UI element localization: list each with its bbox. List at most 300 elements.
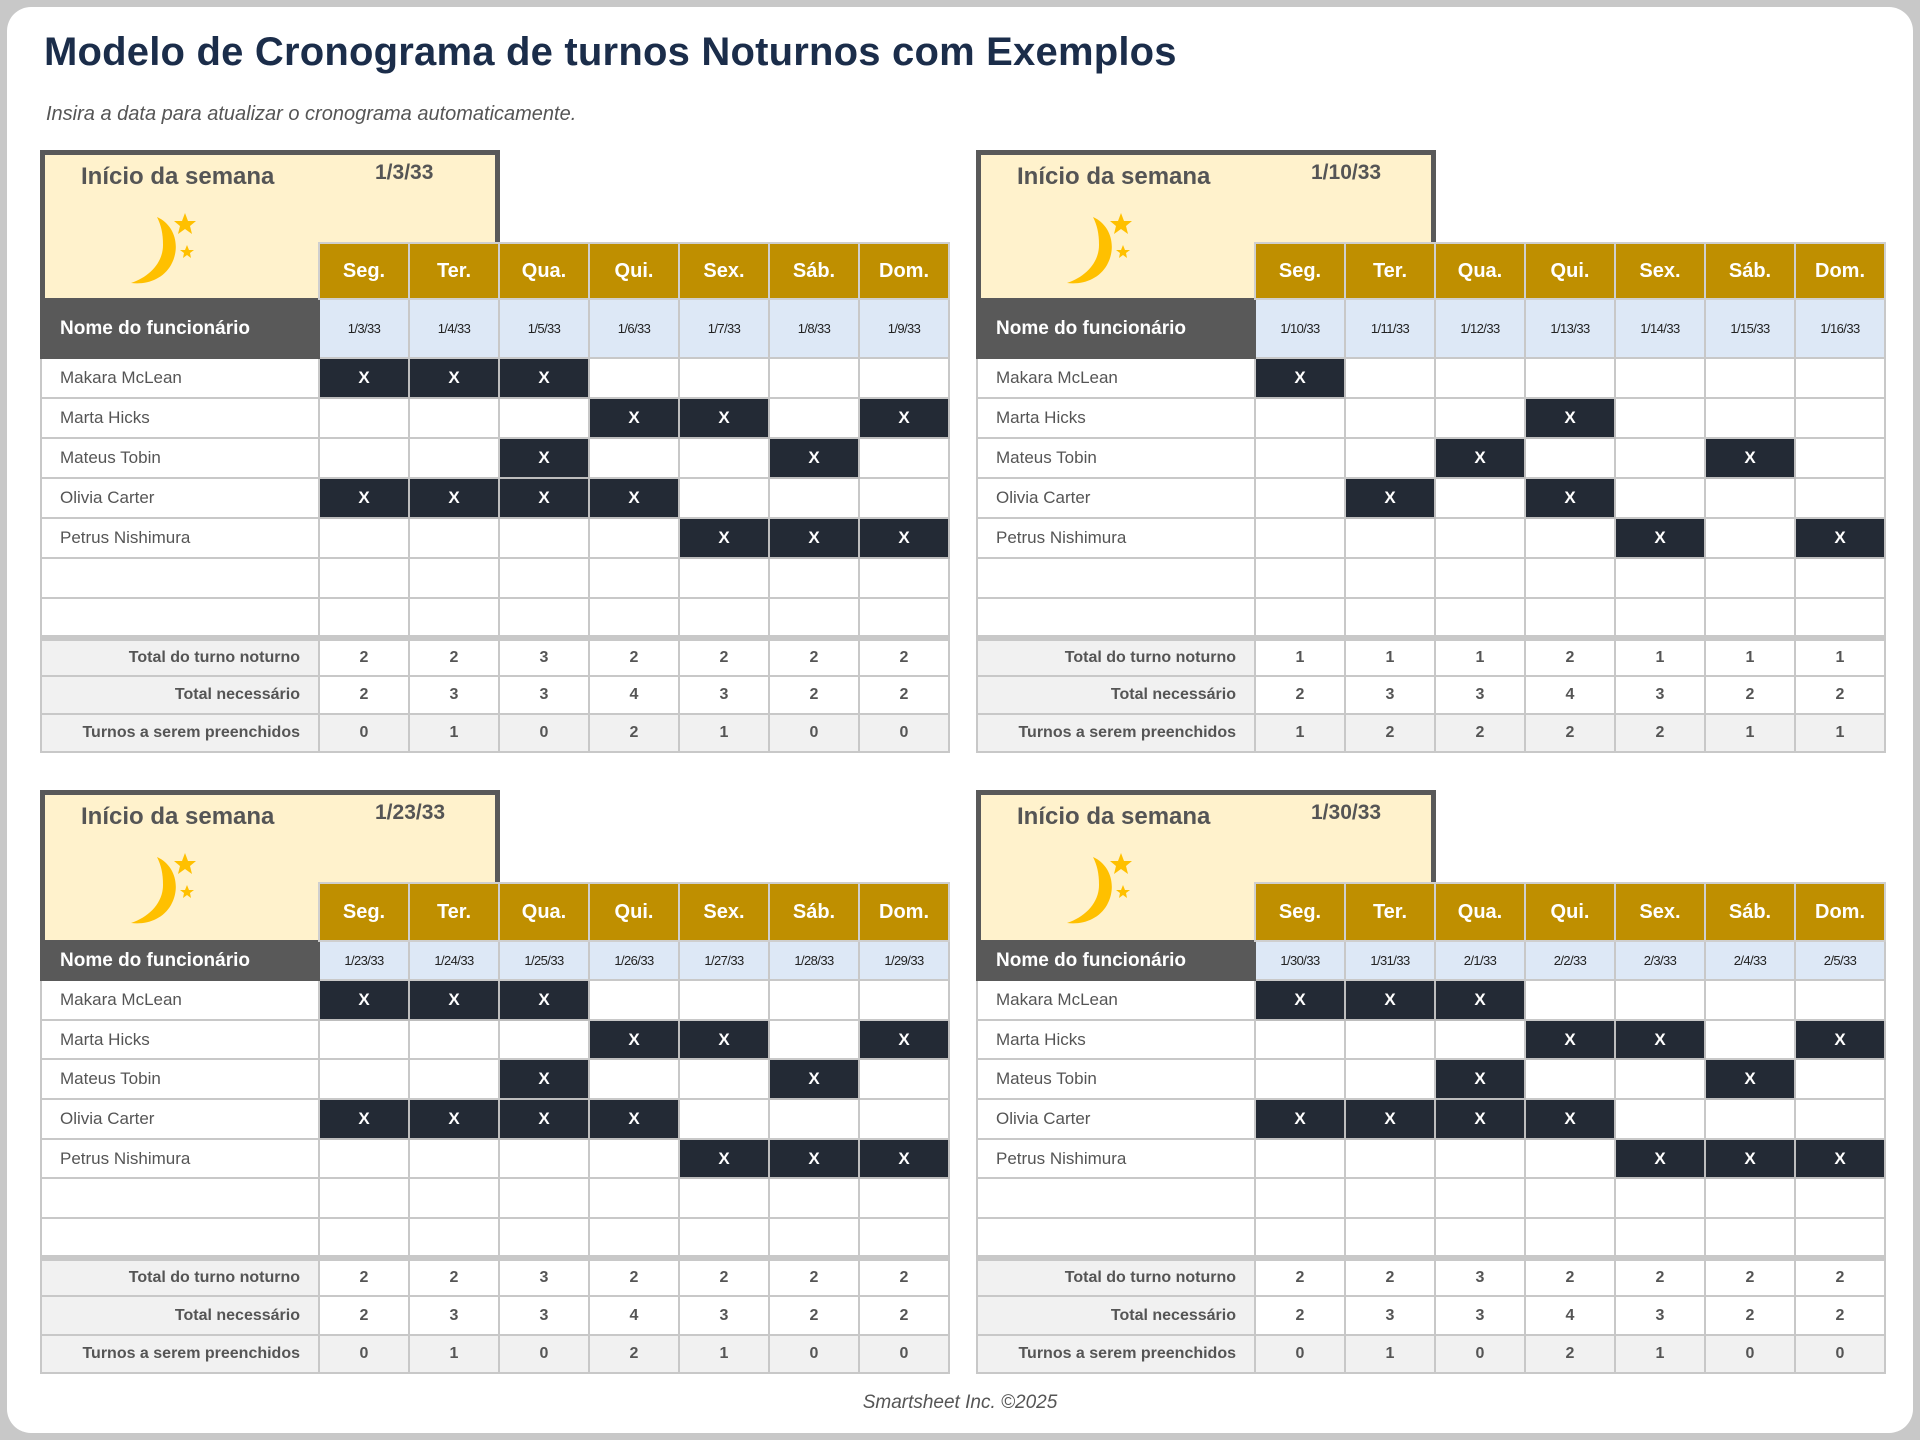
shift-cell-empty[interactable] (679, 1059, 769, 1099)
total-required-row-value[interactable]: 2 (1705, 676, 1795, 714)
shift-cell-empty[interactable] (679, 358, 769, 398)
shift-cell-assigned[interactable]: X (1525, 398, 1615, 438)
shift-cell-empty[interactable] (1615, 1178, 1705, 1218)
total-required-row-value[interactable]: 2 (1705, 1296, 1795, 1335)
employee-row (41, 1059, 949, 1099)
shift-cell-empty[interactable] (319, 1020, 409, 1060)
employee-name[interactable]: Marta Hicks (41, 398, 319, 438)
employee-name[interactable] (41, 1218, 319, 1258)
date-cell: 1/7/33 (679, 299, 769, 358)
shift-cell-assigned[interactable]: X (589, 1020, 679, 1060)
shift-cell-empty[interactable] (1705, 1218, 1795, 1258)
shift-cell-assigned[interactable]: X (769, 1059, 859, 1099)
shift-cell-empty[interactable] (859, 358, 949, 398)
total-required-row-value[interactable]: 3 (1615, 1296, 1705, 1335)
shift-cell-empty[interactable] (1705, 980, 1795, 1020)
shift-cell-empty[interactable] (499, 398, 589, 438)
shift-cell-empty[interactable] (1525, 518, 1615, 558)
shift-cell-empty[interactable] (1525, 598, 1615, 638)
shift-cell-empty[interactable] (1435, 1020, 1525, 1060)
week-start-date[interactable]: 1/30/33 (1311, 801, 1382, 824)
date-cell: 1/6/33 (589, 299, 679, 358)
shift-cell-empty[interactable] (1435, 358, 1525, 398)
shift-cell-empty[interactable] (859, 438, 949, 478)
shift-cell-empty[interactable] (589, 518, 679, 558)
shift-cell-empty[interactable] (769, 1218, 859, 1258)
employee-name[interactable] (41, 558, 319, 598)
day-header-3: Qua. (1435, 883, 1525, 941)
shift-grid (40, 242, 950, 753)
shift-cell-empty[interactable] (1705, 478, 1795, 518)
shift-cell-empty[interactable] (589, 598, 679, 638)
page-title: Modelo de Cronograma de turnos Noturnos com Exemplos (44, 30, 1177, 74)
shift-cell-assigned[interactable]: X (409, 980, 499, 1020)
employee-name[interactable]: Olivia Carter (41, 478, 319, 518)
shifts-to-fill-row-value: 2 (1345, 714, 1435, 752)
shift-cell-assigned[interactable]: X (1345, 980, 1435, 1020)
shift-cell-empty[interactable] (499, 1139, 589, 1179)
shift-cell-empty[interactable] (1795, 1178, 1885, 1218)
employee-name[interactable]: Marta Hicks (977, 398, 1255, 438)
shift-cell-empty[interactable] (319, 1218, 409, 1258)
total-required-row-value[interactable]: 2 (1795, 676, 1885, 714)
total-required-row-value[interactable]: 2 (319, 1296, 409, 1335)
shift-cell-empty[interactable] (1525, 438, 1615, 478)
shift-cell-assigned[interactable]: X (1525, 1099, 1615, 1139)
shift-cell-empty[interactable] (859, 478, 949, 518)
shift-cell-empty[interactable] (1345, 1218, 1435, 1258)
shift-cell-empty[interactable] (1705, 1099, 1795, 1139)
shift-cell-empty[interactable] (409, 1218, 499, 1258)
total-night-row-value: 2 (1345, 1258, 1435, 1297)
shifts-to-fill-row-value: 0 (859, 714, 949, 752)
shift-cell-assigned[interactable]: X (1705, 1059, 1795, 1099)
shift-cell-empty[interactable] (1435, 478, 1525, 518)
shift-cell-assigned[interactable]: X (1435, 980, 1525, 1020)
shift-cell-empty[interactable] (1435, 1139, 1525, 1179)
shift-cell-empty[interactable] (589, 1218, 679, 1258)
total-required-row-value[interactable]: 2 (769, 676, 859, 714)
total-required-row-value[interactable]: 3 (1435, 1296, 1525, 1335)
total-required-row-value[interactable]: 3 (409, 676, 499, 714)
shift-cell-empty[interactable] (1525, 1059, 1615, 1099)
total-required-row-value[interactable]: 3 (1615, 676, 1705, 714)
shifts-to-fill-row-value: 1 (1795, 714, 1885, 752)
employee-row (977, 1139, 1885, 1179)
employee-name[interactable]: Makara McLean (977, 358, 1255, 398)
shift-cell-empty[interactable] (499, 558, 589, 598)
blank-cell (41, 883, 319, 941)
shift-cell-empty[interactable] (1345, 438, 1435, 478)
shift-cell-assigned[interactable]: X (1255, 980, 1345, 1020)
employee-row (41, 980, 949, 1020)
total-required-row-value[interactable]: 2 (319, 676, 409, 714)
shift-cell-empty[interactable] (859, 1178, 949, 1218)
shift-cell-empty[interactable] (769, 398, 859, 438)
shift-cell-assigned[interactable]: X (499, 478, 589, 518)
shift-cell-empty[interactable] (319, 438, 409, 478)
total-required-row-value[interactable]: 2 (1795, 1296, 1885, 1335)
shift-cell-empty[interactable] (1345, 1178, 1435, 1218)
shift-cell-empty[interactable] (1525, 558, 1615, 598)
shift-cell-empty[interactable] (589, 1178, 679, 1218)
shift-cell-assigned[interactable]: X (769, 1139, 859, 1179)
employee-name[interactable]: Petrus Nishimura (41, 518, 319, 558)
shift-cell-empty[interactable] (319, 558, 409, 598)
shift-cell-empty[interactable] (1795, 438, 1885, 478)
employee-name[interactable] (977, 1218, 1255, 1258)
total-required-row-value[interactable]: 2 (859, 1296, 949, 1335)
shift-cell-empty[interactable] (1705, 358, 1795, 398)
shift-cell-empty[interactable] (1525, 1139, 1615, 1179)
shift-cell-empty[interactable] (1795, 1059, 1885, 1099)
shift-cell-empty[interactable] (1615, 558, 1705, 598)
shift-cell-empty[interactable] (409, 518, 499, 558)
shift-cell-empty[interactable] (1795, 1218, 1885, 1258)
shift-cell-assigned[interactable]: X (679, 518, 769, 558)
total-required-row-value[interactable]: 2 (1255, 676, 1345, 714)
shift-cell-empty[interactable] (1705, 1020, 1795, 1060)
shift-cell-empty[interactable] (1525, 1218, 1615, 1258)
shift-cell-empty[interactable] (769, 478, 859, 518)
date-cell: 1/9/33 (859, 299, 949, 358)
shift-cell-empty[interactable] (1345, 1139, 1435, 1179)
shift-cell-assigned[interactable]: X (679, 398, 769, 438)
total-required-row-value[interactable]: 3 (1345, 676, 1435, 714)
total-night-row-value: 2 (319, 638, 409, 676)
shift-cell-empty[interactable] (319, 598, 409, 638)
shift-cell-assigned[interactable]: X (1435, 438, 1525, 478)
shift-cell-empty[interactable] (1345, 398, 1435, 438)
shift-cell-empty[interactable] (1525, 358, 1615, 398)
shift-cell-assigned[interactable]: X (319, 358, 409, 398)
shift-cell-assigned[interactable]: X (499, 358, 589, 398)
shifts-to-fill-row-label: Turnos a serem preenchidos (977, 714, 1255, 752)
shift-cell-empty[interactable] (1255, 1218, 1345, 1258)
shift-cell-empty[interactable] (1795, 398, 1885, 438)
shift-cell-empty[interactable] (1435, 598, 1525, 638)
shift-cell-empty[interactable] (1705, 598, 1795, 638)
employee-row (41, 1139, 949, 1179)
shifts-to-fill-row-value: 0 (319, 714, 409, 752)
shift-cell-empty[interactable] (499, 1218, 589, 1258)
employee-name-header: Nome do funcionário (977, 299, 1255, 358)
employee-name[interactable]: Makara McLean (41, 358, 319, 398)
shift-cell-assigned[interactable]: X (1615, 1020, 1705, 1060)
shifts-to-fill-row (977, 1335, 1885, 1374)
shift-cell-empty[interactable] (1795, 358, 1885, 398)
total-required-row-value[interactable]: 3 (409, 1296, 499, 1335)
employee-name[interactable] (977, 598, 1255, 638)
shift-cell-assigned[interactable]: X (409, 358, 499, 398)
shift-cell-empty[interactable] (1615, 980, 1705, 1020)
shift-cell-empty[interactable] (859, 558, 949, 598)
shift-cell-empty[interactable] (1345, 598, 1435, 638)
shift-cell-empty[interactable] (1795, 478, 1885, 518)
shift-cell-empty[interactable] (589, 558, 679, 598)
shift-cell-empty[interactable] (499, 1178, 589, 1218)
total-night-row-value: 3 (499, 1258, 589, 1297)
shift-cell-empty[interactable] (769, 1020, 859, 1060)
employee-name[interactable] (977, 558, 1255, 598)
shift-cell-empty[interactable] (859, 980, 949, 1020)
shift-cell-empty[interactable] (1345, 1059, 1435, 1099)
shift-cell-empty[interactable] (769, 358, 859, 398)
shift-cell-empty[interactable] (859, 1218, 949, 1258)
shift-cell-assigned[interactable]: X (1435, 1099, 1525, 1139)
date-cell: 1/23/33 (319, 941, 409, 980)
total-required-row-value[interactable]: 3 (679, 676, 769, 714)
shift-cell-empty[interactable] (409, 598, 499, 638)
shift-cell-empty[interactable] (1705, 558, 1795, 598)
employee-name[interactable] (41, 598, 319, 638)
total-required-row-value[interactable]: 4 (589, 1296, 679, 1335)
total-night-row-label: Total do turno noturno (977, 638, 1255, 676)
shift-cell-empty[interactable] (409, 558, 499, 598)
shift-cell-empty[interactable] (1345, 1020, 1435, 1060)
shift-cell-assigned[interactable]: X (589, 398, 679, 438)
total-required-row-value[interactable]: 2 (859, 676, 949, 714)
shift-cell-empty[interactable] (859, 1099, 949, 1139)
shifts-to-fill-row (41, 714, 949, 752)
shift-cell-empty[interactable] (1435, 1218, 1525, 1258)
shift-cell-empty[interactable] (679, 980, 769, 1020)
shift-cell-empty[interactable] (1435, 518, 1525, 558)
shift-cell-assigned[interactable]: X (499, 1099, 589, 1139)
total-required-row-value[interactable]: 4 (589, 676, 679, 714)
shift-cell-empty[interactable] (319, 398, 409, 438)
shift-cell-empty[interactable] (589, 438, 679, 478)
total-required-row-value[interactable]: 4 (1525, 1296, 1615, 1335)
day-header-5: Sex. (1615, 243, 1705, 299)
shift-cell-empty[interactable] (1705, 398, 1795, 438)
shift-cell-empty[interactable] (1345, 358, 1435, 398)
shift-cell-empty[interactable] (1255, 598, 1345, 638)
shift-cell-empty[interactable] (1795, 598, 1885, 638)
shift-cell-assigned[interactable]: X (769, 438, 859, 478)
shift-cell-empty[interactable] (679, 1099, 769, 1139)
shift-cell-assigned[interactable]: X (1345, 1099, 1435, 1139)
shift-cell-empty[interactable] (679, 478, 769, 518)
shift-cell-assigned[interactable]: X (499, 980, 589, 1020)
shift-cell-empty[interactable] (1615, 438, 1705, 478)
shift-cell-assigned[interactable]: X (319, 1099, 409, 1139)
employee-name[interactable]: Petrus Nishimura (977, 518, 1255, 558)
employee-name[interactable] (41, 1178, 319, 1218)
shift-cell-empty[interactable] (409, 1059, 499, 1099)
shift-cell-empty[interactable] (1795, 558, 1885, 598)
shift-cell-assigned[interactable]: X (319, 980, 409, 1020)
total-required-row-value[interactable]: 2 (769, 1296, 859, 1335)
shift-cell-assigned[interactable]: X (319, 478, 409, 518)
shift-cell-assigned[interactable]: X (859, 1139, 949, 1179)
shifts-to-fill-row-value: 0 (499, 714, 589, 752)
shift-cell-empty[interactable] (1615, 478, 1705, 518)
total-required-row-value[interactable]: 3 (499, 1296, 589, 1335)
shift-cell-empty[interactable] (1705, 518, 1795, 558)
shift-cell-empty[interactable] (1705, 1178, 1795, 1218)
employee-name[interactable]: Mateus Tobin (41, 438, 319, 478)
employee-row (977, 1218, 1885, 1258)
shift-cell-assigned[interactable]: X (1615, 1139, 1705, 1179)
shift-cell-empty[interactable] (859, 1059, 949, 1099)
shift-cell-empty[interactable] (769, 980, 859, 1020)
shift-cell-assigned[interactable]: X (499, 438, 589, 478)
employee-name[interactable]: Marta Hicks (41, 1020, 319, 1060)
total-required-row-value[interactable]: 3 (1345, 1296, 1435, 1335)
employee-name[interactable]: Marta Hicks (977, 1020, 1255, 1060)
employee-name[interactable]: Olivia Carter (41, 1099, 319, 1139)
total-required-row-value[interactable]: 4 (1525, 676, 1615, 714)
date-cell: 1/3/33 (319, 299, 409, 358)
shift-cell-assigned[interactable]: X (859, 398, 949, 438)
shift-cell-empty[interactable] (679, 558, 769, 598)
employee-name[interactable]: Makara McLean (41, 980, 319, 1020)
shift-cell-empty[interactable] (769, 558, 859, 598)
shift-cell-empty[interactable] (1615, 1218, 1705, 1258)
shift-cell-empty[interactable] (409, 1020, 499, 1060)
shift-cell-empty[interactable] (1255, 558, 1345, 598)
shift-cell-assigned[interactable]: X (589, 1099, 679, 1139)
shift-cell-empty[interactable] (679, 438, 769, 478)
shift-cell-assigned[interactable]: X (1525, 478, 1615, 518)
shift-cell-assigned[interactable]: X (1705, 438, 1795, 478)
shift-cell-assigned[interactable]: X (1525, 1020, 1615, 1060)
shift-cell-empty[interactable] (319, 1178, 409, 1218)
employee-name[interactable]: Petrus Nishimura (41, 1139, 319, 1179)
total-night-row-value: 2 (1615, 1258, 1705, 1297)
shift-cell-empty[interactable] (319, 1139, 409, 1179)
shift-cell-assigned[interactable]: X (1795, 1020, 1885, 1060)
date-cell: 1/28/33 (769, 941, 859, 980)
date-row (977, 299, 1885, 358)
shift-cell-empty[interactable] (1255, 518, 1345, 558)
employee-name[interactable]: Mateus Tobin (41, 1059, 319, 1099)
shift-cell-empty[interactable] (769, 598, 859, 638)
shift-cell-empty[interactable] (1435, 558, 1525, 598)
shift-cell-empty[interactable] (1345, 558, 1435, 598)
shift-cell-empty[interactable] (1345, 518, 1435, 558)
shift-cell-assigned[interactable]: X (1615, 518, 1705, 558)
total-required-row-value[interactable]: 2 (1255, 1296, 1345, 1335)
shift-cell-assigned[interactable]: X (1435, 1059, 1525, 1099)
employee-row (977, 1059, 1885, 1099)
shift-cell-empty[interactable] (409, 1139, 499, 1179)
total-required-row-value[interactable]: 3 (499, 676, 589, 714)
total-required-row-value[interactable]: 3 (1435, 676, 1525, 714)
total-required-row-value[interactable]: 3 (679, 1296, 769, 1335)
shift-cell-empty[interactable] (1525, 980, 1615, 1020)
day-header-1: Seg. (319, 243, 409, 299)
shift-cell-empty[interactable] (1255, 438, 1345, 478)
shift-cell-empty[interactable] (1435, 1178, 1525, 1218)
shift-cell-empty[interactable] (409, 438, 499, 478)
shift-cell-empty[interactable] (589, 1139, 679, 1179)
shift-cell-assigned[interactable]: X (499, 1059, 589, 1099)
employee-name[interactable]: Makara McLean (977, 980, 1255, 1020)
shift-cell-assigned[interactable]: X (769, 518, 859, 558)
employee-name[interactable]: Olivia Carter (977, 1099, 1255, 1139)
shift-cell-assigned[interactable]: X (679, 1020, 769, 1060)
shift-cell-assigned[interactable]: X (1345, 478, 1435, 518)
total-required-row-label: Total necessário (41, 1296, 319, 1335)
total-night-row-label: Total do turno noturno (41, 638, 319, 676)
shift-cell-empty[interactable] (1255, 1178, 1345, 1218)
shift-cell-empty[interactable] (1255, 1059, 1345, 1099)
employee-name[interactable]: Olivia Carter (977, 478, 1255, 518)
employee-name[interactable]: Mateus Tobin (977, 438, 1255, 478)
shift-cell-empty[interactable] (319, 1059, 409, 1099)
shift-cell-assigned[interactable]: X (1705, 1139, 1795, 1179)
shift-cell-empty[interactable] (679, 598, 769, 638)
shift-cell-empty[interactable] (1435, 398, 1525, 438)
shift-cell-empty[interactable] (1615, 358, 1705, 398)
shift-cell-assigned[interactable]: X (1795, 518, 1885, 558)
shift-cell-empty[interactable] (1795, 1099, 1885, 1139)
shift-cell-assigned[interactable]: X (1795, 1139, 1885, 1179)
employee-name[interactable] (977, 1178, 1255, 1218)
shift-cell-empty[interactable] (589, 1059, 679, 1099)
shift-cell-empty[interactable] (409, 1178, 499, 1218)
shift-cell-empty[interactable] (1615, 398, 1705, 438)
shifts-to-fill-row (977, 714, 1885, 752)
shift-cell-empty[interactable] (1255, 1139, 1345, 1179)
day-header-2: Ter. (409, 243, 499, 299)
shift-cell-empty[interactable] (679, 1178, 769, 1218)
shift-grid (976, 242, 1886, 753)
shift-cell-empty[interactable] (1255, 1020, 1345, 1060)
week-start-date[interactable]: 1/23/33 (375, 801, 446, 824)
shift-cell-assigned[interactable]: X (1255, 358, 1345, 398)
shift-cell-empty[interactable] (1255, 398, 1345, 438)
date-cell: 2/1/33 (1435, 941, 1525, 980)
employee-row (977, 1178, 1885, 1218)
employee-name[interactable]: Mateus Tobin (977, 1059, 1255, 1099)
footer-copyright: Smartsheet Inc. ©2025 (862, 1392, 1058, 1413)
shift-cell-assigned[interactable]: X (589, 478, 679, 518)
shift-cell-empty[interactable] (1615, 1059, 1705, 1099)
shift-cell-empty[interactable] (589, 980, 679, 1020)
shift-cell-assigned[interactable]: X (679, 1139, 769, 1179)
shift-cell-empty[interactable] (499, 598, 589, 638)
shift-cell-empty[interactable] (1525, 1178, 1615, 1218)
shift-cell-empty[interactable] (589, 358, 679, 398)
week-start-date[interactable]: 1/3/33 (375, 161, 434, 184)
shift-cell-empty[interactable] (769, 1178, 859, 1218)
total-required-row (41, 676, 949, 714)
shift-cell-empty[interactable] (859, 598, 949, 638)
shift-cell-empty[interactable] (409, 398, 499, 438)
shifts-to-fill-row-value: 0 (1435, 1335, 1525, 1374)
shift-cell-empty[interactable] (319, 518, 409, 558)
shift-cell-empty[interactable] (499, 1020, 589, 1060)
shift-cell-assigned[interactable]: X (1255, 1099, 1345, 1139)
shift-cell-assigned[interactable]: X (409, 1099, 499, 1139)
week-start-date[interactable]: 1/10/33 (1311, 161, 1382, 184)
shift-cell-empty[interactable] (1615, 1099, 1705, 1139)
total-night-row-value: 3 (1435, 1258, 1525, 1297)
shift-cell-empty[interactable] (499, 518, 589, 558)
shift-cell-empty[interactable] (1795, 980, 1885, 1020)
employee-name[interactable]: Petrus Nishimura (977, 1139, 1255, 1179)
shift-cell-assigned[interactable]: X (859, 1020, 949, 1060)
shift-cell-empty[interactable] (769, 1099, 859, 1139)
shift-cell-assigned[interactable]: X (859, 518, 949, 558)
shift-cell-empty[interactable] (1255, 478, 1345, 518)
shift-cell-empty[interactable] (1615, 598, 1705, 638)
shift-cell-assigned[interactable]: X (409, 478, 499, 518)
shift-cell-empty[interactable] (679, 1218, 769, 1258)
